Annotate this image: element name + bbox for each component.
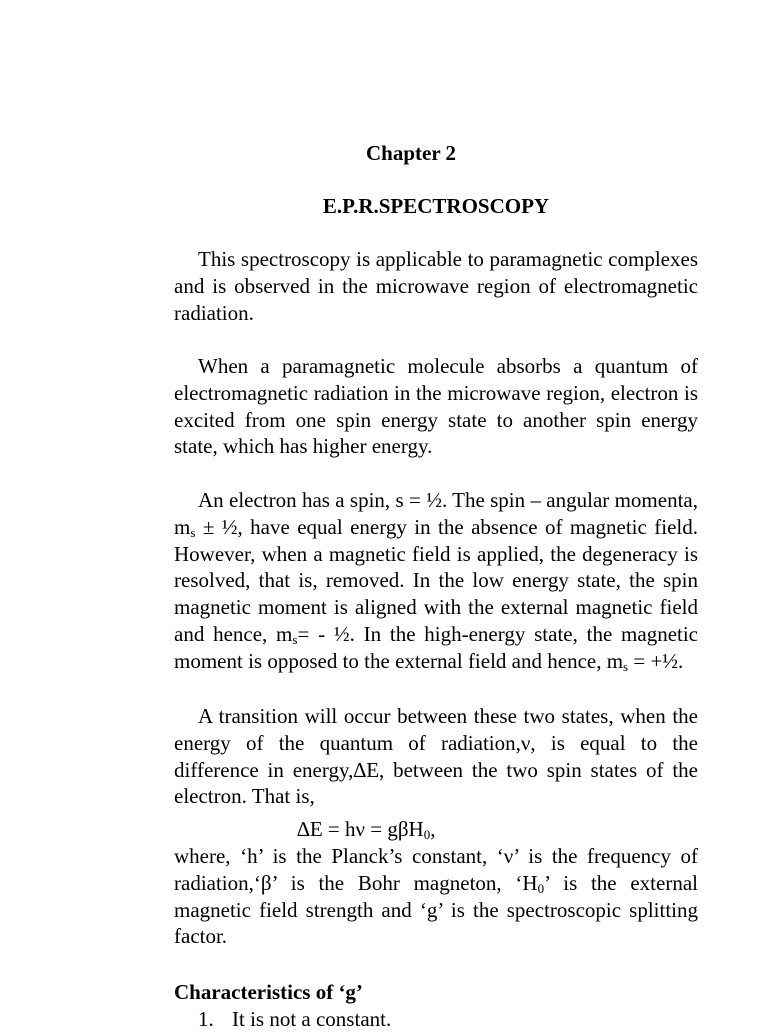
paragraph-definitions: [174, 843, 698, 950]
equation-tail: ,: [430, 817, 436, 841]
resonance-equation: [297, 816, 435, 843]
paragraph-intro: This spectroscopy is applicable to paramagnetic complexes and is observed in the microwave region of electromagnetic radiation.: [174, 247, 698, 325]
chapter-title: E.P.R.SPECTROSCOPY: [322, 194, 550, 218]
p3-sub-3: s: [623, 658, 629, 674]
p3-sub-1: s: [190, 524, 196, 540]
list-item-number: 1.: [198, 1007, 214, 1031]
p3-text-d: = +½.: [628, 648, 684, 673]
p5-text-a: where, ‘h’ is the Planck’s constant, ‘ν’ is the frequency of radiation,‘β’ is the Bohr magneton, ‘H: [174, 844, 698, 895]
equation-subscript: 0: [423, 827, 431, 842]
p3-text-b: ± ½, have equal energy in the absence of magnetic field. However, when a magnetic field is applied, the degeneracy is resolved, that is, removed. In the low energy state, the spin magnetic moment is aligned with the external magnetic field and hence, m: [174, 514, 698, 646]
paragraph-spin-states: [174, 487, 698, 675]
document-page: [174, 0, 699, 1031]
p3-text-a: An electron has a spin, s = ½. The spin – angular momenta, m: [174, 488, 698, 539]
p3-sub-2: s: [292, 631, 298, 647]
chapter-heading: Chapter 2: [365, 141, 457, 165]
list-item: [198, 1006, 391, 1033]
paragraph-transition: A transition will occur between these two states, when the energy of the quantum of radiation,ν, is equal to the difference in energy,∆E, between the two spin states of the electron. That is,: [174, 704, 698, 809]
list-item-text: It is not a constant.: [232, 1007, 392, 1031]
section-heading: Characteristics of ‘g’: [174, 980, 363, 1004]
p5-subscript: 0: [537, 880, 545, 896]
characteristics-list: [198, 1006, 391, 1033]
p3-text-c: = - ½. In the high-energy state, the magnetic moment is opposed to the external field and hence, m: [174, 621, 699, 673]
paragraph-absorption: When a paramagnetic molecule absorbs a quantum of electromagnetic radiation in the microwave region, electron is excited from one spin energy state to another spin energy state, which has higher energy.: [174, 354, 698, 459]
equation-main: ∆E = hν = gβH: [297, 817, 424, 841]
p5-text-b: ’ is the external magnetic field strength and ‘g’ is the spectroscopic splitting factor.: [174, 870, 698, 949]
